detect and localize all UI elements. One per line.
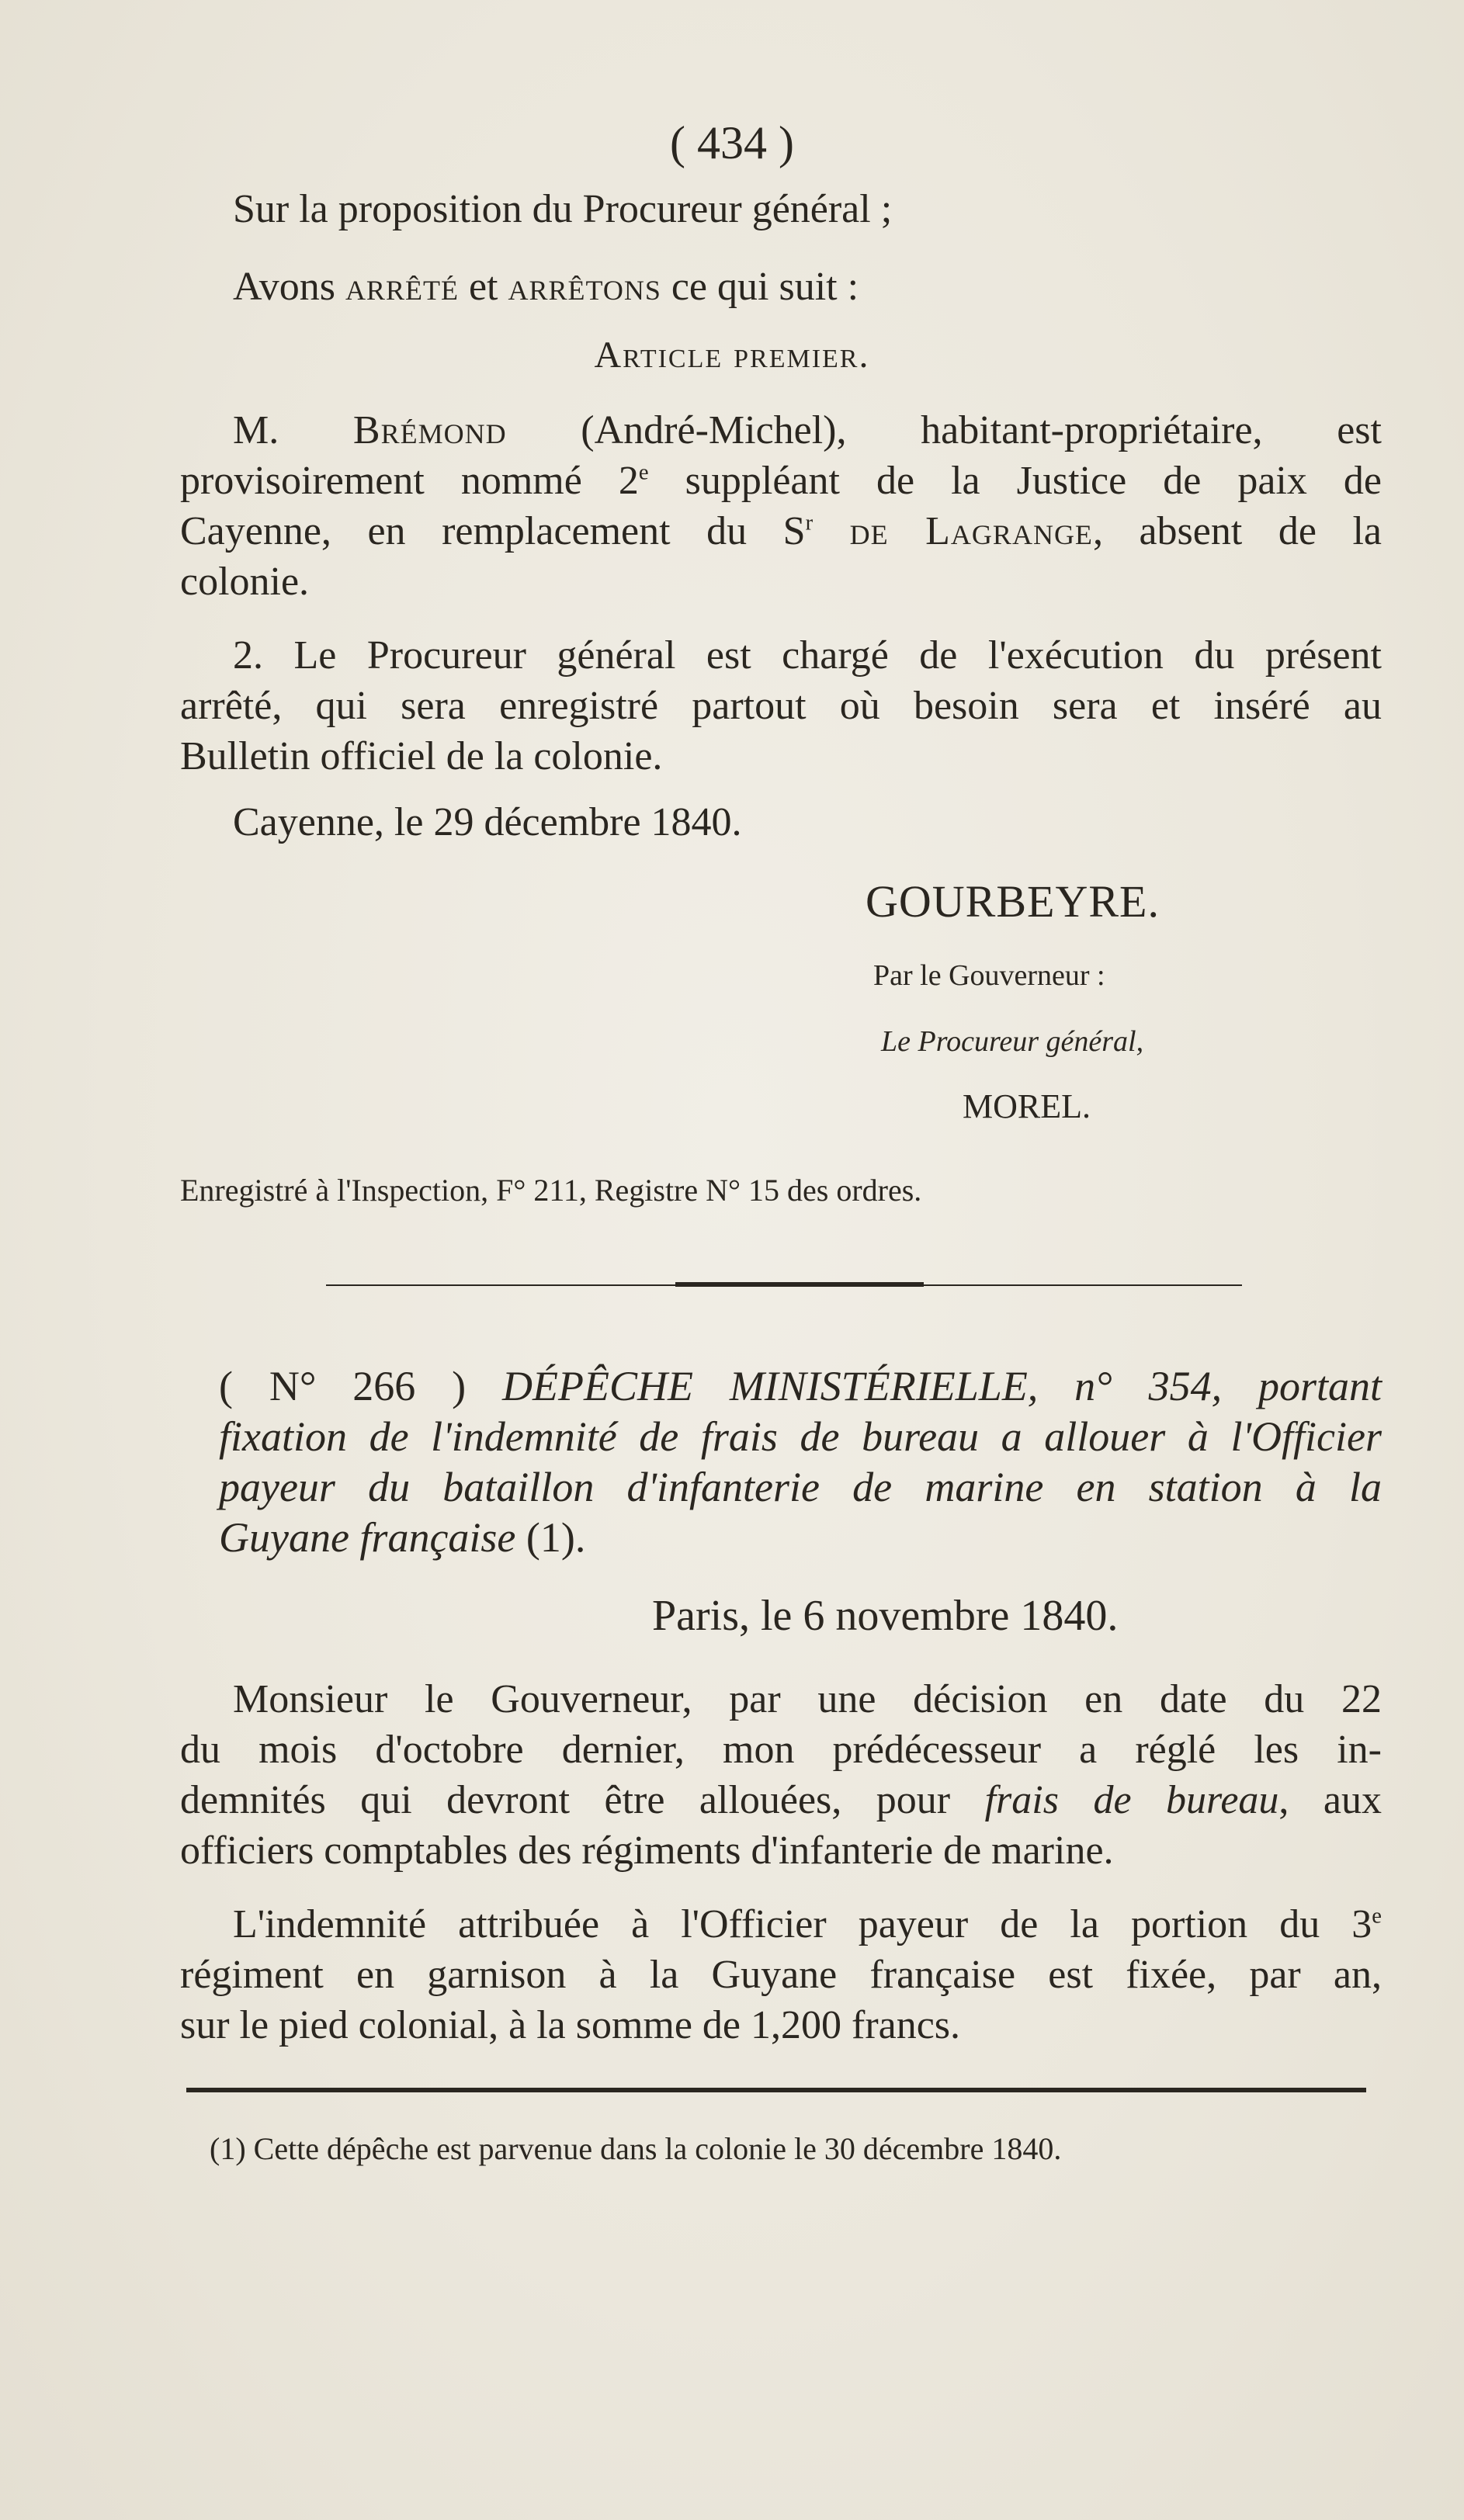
- depeche-place-date: Paris, le 6 novembre 1840.: [652, 1592, 1119, 1640]
- arretons-word: arrêtons: [508, 265, 661, 309]
- para1-line: Monsieur le Gouverneur, par une décision en date du 22: [233, 1677, 1382, 1721]
- para2-line: [233, 1901, 1382, 1947]
- arrete-word: arrêté: [345, 265, 459, 309]
- avons-arrete-line: [233, 264, 859, 310]
- para1-line: du mois d'octobre dernier, mon prédécesseur a réglé les in-: [180, 1728, 1382, 1772]
- art1-line2-post: suppléant de la Justice de paix de: [648, 459, 1382, 503]
- art1-line2-sup: e: [638, 460, 649, 485]
- article2-line: arrêté, qui sera enregistré partout où besoin sera et inséré au: [180, 684, 1382, 728]
- para2-line: sur le pied colonial, à la somme de 1,200 francs.: [180, 2003, 961, 2047]
- art1-line2: provisoirement nommé 2: [180, 459, 639, 503]
- article-heading: Article premier.: [594, 334, 870, 376]
- article1-line: [233, 407, 1382, 453]
- footnote-ref: (1).: [515, 1514, 586, 1561]
- art1-prefix: M.: [233, 408, 353, 452]
- article2-line: 2. Le Procureur général est chargé de l'exécution du présent: [233, 633, 1382, 678]
- arrete-date: Cayenne, le 29 décembre 1840.: [233, 800, 742, 844]
- para1-line3-post: , aux: [1278, 1778, 1382, 1822]
- art1-line3-name: de Lagrange: [813, 509, 1093, 553]
- depeche-heading-line: [219, 1362, 1382, 1410]
- et-word: et: [458, 265, 508, 309]
- proposition-line: Sur la proposition du Procureur général ;: [233, 187, 893, 231]
- par-le-gouverneur: Par le Gouverneur :: [873, 959, 1105, 992]
- art1-line3-post: , absent de la: [1092, 509, 1382, 553]
- para2-line1-pre: L'indemnité attribuée à l'Officier payeur de la portion du 3: [233, 1902, 1372, 1946]
- signature-gourbeyre: GOURBEYRE.: [866, 876, 1160, 927]
- section-divider-accent: [675, 1282, 924, 1287]
- art1-line3-pre: Cayenne, en remplacement du S: [180, 509, 806, 553]
- depeche-heading-line: payeur du bataillon d'infanterie de marine en station à la: [219, 1464, 1382, 1510]
- article1-line: colonie.: [180, 560, 310, 604]
- art1-line1-post: (André-Michel), habitant-propriétaire, est: [506, 408, 1382, 452]
- footnote-divider: [186, 2088, 1366, 2092]
- article2-line: Bulletin officiel de la colonie.: [180, 734, 663, 778]
- article1-line: [180, 458, 1382, 504]
- guyane-francaise: Guyane française: [219, 1514, 516, 1561]
- para1-line3-pre: demnités qui devront être allouées, pour: [180, 1778, 985, 1822]
- para2-line1-sup: e: [1372, 1904, 1382, 1929]
- procureur-title: Le Procureur général,: [881, 1025, 1144, 1058]
- avons-text: Avons: [233, 265, 345, 309]
- art1-name: Brémond: [352, 408, 507, 452]
- depeche-number: ( N° 266 ): [219, 1363, 502, 1409]
- para1-line: officiers comptables des régiments d'infanterie de marine.: [180, 1828, 1114, 1873]
- para1-line: [180, 1777, 1382, 1823]
- depeche-heading-line: [219, 1513, 1382, 1562]
- procureur-name: MOREL.: [963, 1087, 1091, 1125]
- ce-qui-suit-text: ce qui suit :: [661, 265, 859, 309]
- footnote: (1) Cette dépêche est parvenue dans la colonie le 30 décembre 1840.: [210, 2131, 1062, 2166]
- art1-line3-sup: r: [805, 511, 814, 536]
- frais-de-bureau: frais de bureau: [984, 1778, 1279, 1822]
- enregistre-line: Enregistré à l'Inspection, F° 211, Registre N° 15 des ordres.: [180, 1173, 922, 1208]
- depeche-title: DÉPÊCHE MINISTÉRIELLE, n° 354, portant: [502, 1363, 1382, 1409]
- para2-line: régiment en garnison à la Guyane française est fixée, par an,: [180, 1953, 1382, 1997]
- article1-line: [180, 508, 1382, 554]
- page-number: ( 434 ): [670, 117, 794, 168]
- depeche-heading-line: fixation de l'indemnité de frais de bureau a allouer à l'Officier: [219, 1413, 1382, 1460]
